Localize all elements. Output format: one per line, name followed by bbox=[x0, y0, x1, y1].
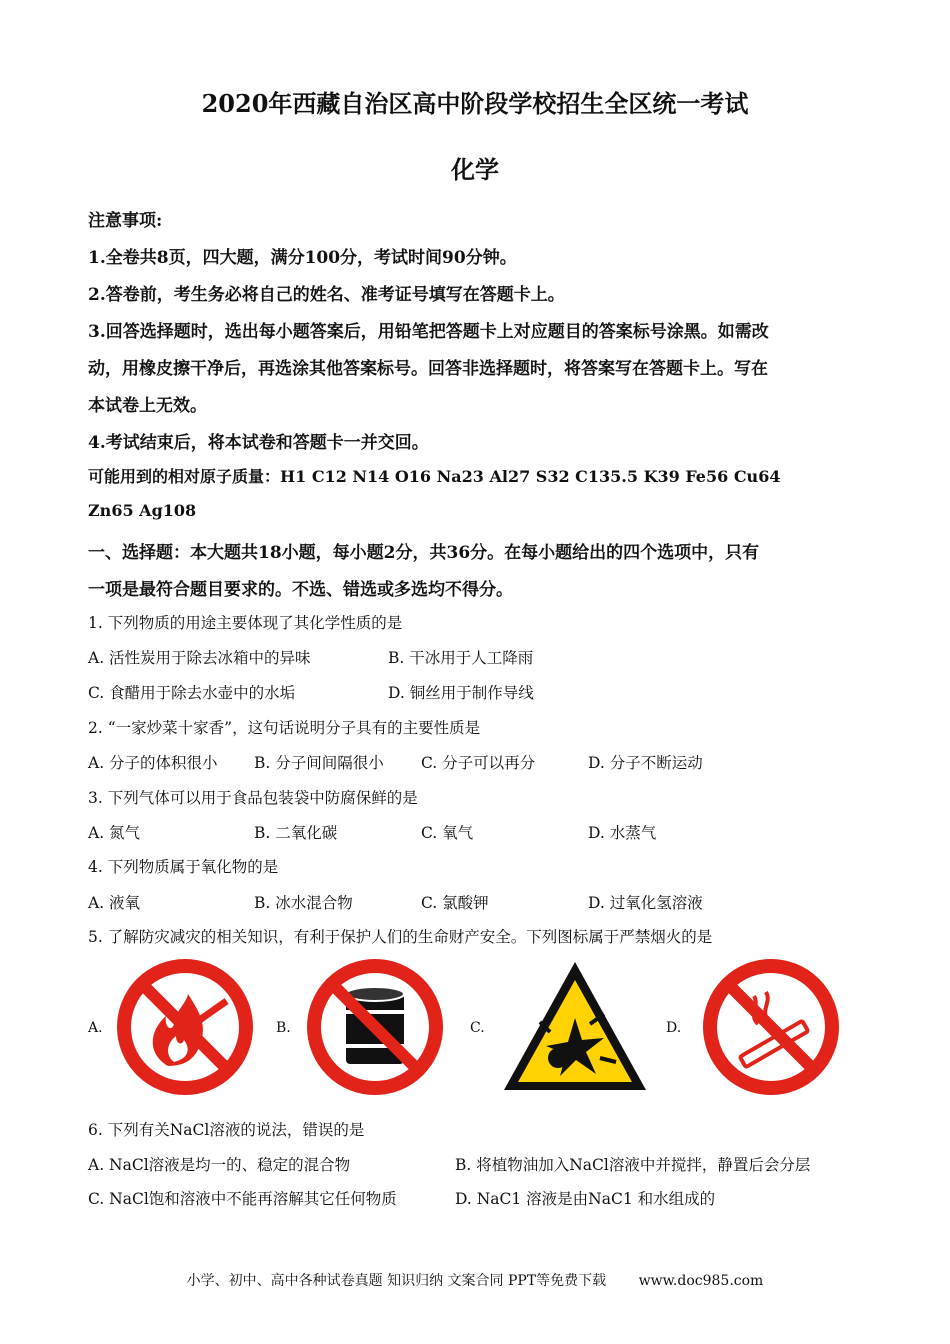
option-a: A. 分子的体积很小 bbox=[88, 754, 218, 772]
option-b: B. bbox=[276, 1020, 291, 1036]
question-stem: 4. 下列物质属于氧化物的是 bbox=[88, 858, 279, 876]
option-a: A. bbox=[88, 1020, 103, 1036]
question-stem: 3. 下列气体可以用于食品包装袋中防腐保鲜的是 bbox=[88, 789, 418, 807]
option-c: C. 食醋用于除去水壶中的水垢 bbox=[88, 684, 296, 702]
option-b: B. 二氧化碳 bbox=[254, 824, 338, 842]
option-c: C. 分子可以再分 bbox=[421, 754, 536, 772]
notice-line: 1.全卷共8页，四大题，满分100分，考试时间90分钟。 bbox=[88, 248, 517, 268]
option-a: A. 氮气 bbox=[88, 824, 141, 842]
no-smoking-sign-icon bbox=[702, 958, 840, 1100]
question-stem: 6. 下列有关NaCl溶液的说法，错误的是 bbox=[88, 1121, 365, 1139]
page-footer bbox=[0, 1270, 950, 1290]
option-b: B. 分子间间隔很小 bbox=[254, 754, 384, 772]
no-oil-barrel-sign-icon bbox=[306, 958, 444, 1100]
option-a: A. 液氧 bbox=[88, 894, 141, 912]
section-heading: 一、选择题：本大题共18小题，每小题2分，共36分。在每小题给出的四个选项中，只有 bbox=[88, 543, 760, 563]
option-d: D. 分子不断运动 bbox=[588, 754, 703, 772]
question-stem: 2. “一家炒菜十家香”，这句话说明分子具有的主要性质是 bbox=[88, 719, 481, 737]
option-c: C. 氯酸钾 bbox=[421, 894, 489, 912]
option-c: C. bbox=[470, 1020, 485, 1036]
option-b: B. 将植物油加入NaCl溶液中并搅拌，静置后会分层 bbox=[455, 1156, 811, 1174]
option-c: C. NaCl饱和溶液中不能再溶解其它任何物质 bbox=[88, 1190, 397, 1208]
option-d: D. bbox=[666, 1020, 682, 1036]
footer-text: 小学、初中、高中各种试卷真题 知识归纳 文案合同 PPT等免费下载 bbox=[186, 1273, 607, 1289]
atomic-mass-line: 可能用到的相对原子质量：H1 C12 N14 O16 Na23 Al27 S32 C135.5 K39 Fe56 Cu64 bbox=[88, 467, 781, 486]
option-d: D. 过氧化氢溶液 bbox=[588, 894, 703, 912]
option-d: D. 水蒸气 bbox=[588, 824, 657, 842]
option-b: B. 冰水混合物 bbox=[254, 894, 353, 912]
notice-line: 3.回答选择题时，选出每小题答案后，用铅笔把答题卡上对应题目的答案标号涂黑。如需改 bbox=[88, 322, 769, 342]
explosive-warning-sign-icon bbox=[500, 958, 650, 1100]
atomic-mass-line: Zn65 Ag108 bbox=[88, 501, 197, 520]
option-c: C. 氧气 bbox=[421, 824, 474, 842]
notice-line: 2.答卷前，考生务必将自己的姓名、准考证号填写在答题卡上。 bbox=[88, 285, 565, 305]
notice-line: 动，用橡皮擦干净后，再选涂其他答案标号。回答非选择题时，将答案写在答题卡上。写在 bbox=[88, 359, 768, 379]
subject-title: 化学 bbox=[451, 155, 499, 184]
option-b: B. 干冰用于人工降雨 bbox=[388, 649, 534, 667]
option-a: A. 活性炭用于除去冰箱中的异味 bbox=[88, 649, 311, 667]
section-heading: 一项是最符合题目要求的。不选、错选或多选均不得分。 bbox=[88, 580, 513, 600]
notice-line: 4.考试结束后，将本试卷和答题卡一并交回。 bbox=[88, 433, 429, 453]
no-open-flame-sign-icon bbox=[116, 958, 254, 1100]
question-stem: 5. 了解防灾减灾的相关知识，有利于保护人们的生命财产安全。下列图标属于严禁烟火的是 bbox=[88, 928, 713, 946]
notice-heading: 注意事项: bbox=[88, 211, 163, 231]
option-a: A. NaCl溶液是均一的、稳定的混合物 bbox=[88, 1156, 351, 1174]
question-stem: 1. 下列物质的用途主要体现了其化学性质的是 bbox=[88, 614, 403, 632]
notice-line: 本试卷上无效。 bbox=[88, 396, 207, 416]
footer-link[interactable]: www.doc985.com bbox=[638, 1273, 764, 1289]
option-d: D. 铜丝用于制作导线 bbox=[388, 684, 534, 702]
option-d: D. NaC1 溶液是由NaC1 和水组成的 bbox=[455, 1190, 716, 1208]
exam-title: 2020年西藏自治区高中阶段学校招生全区统一考试 bbox=[201, 89, 749, 118]
